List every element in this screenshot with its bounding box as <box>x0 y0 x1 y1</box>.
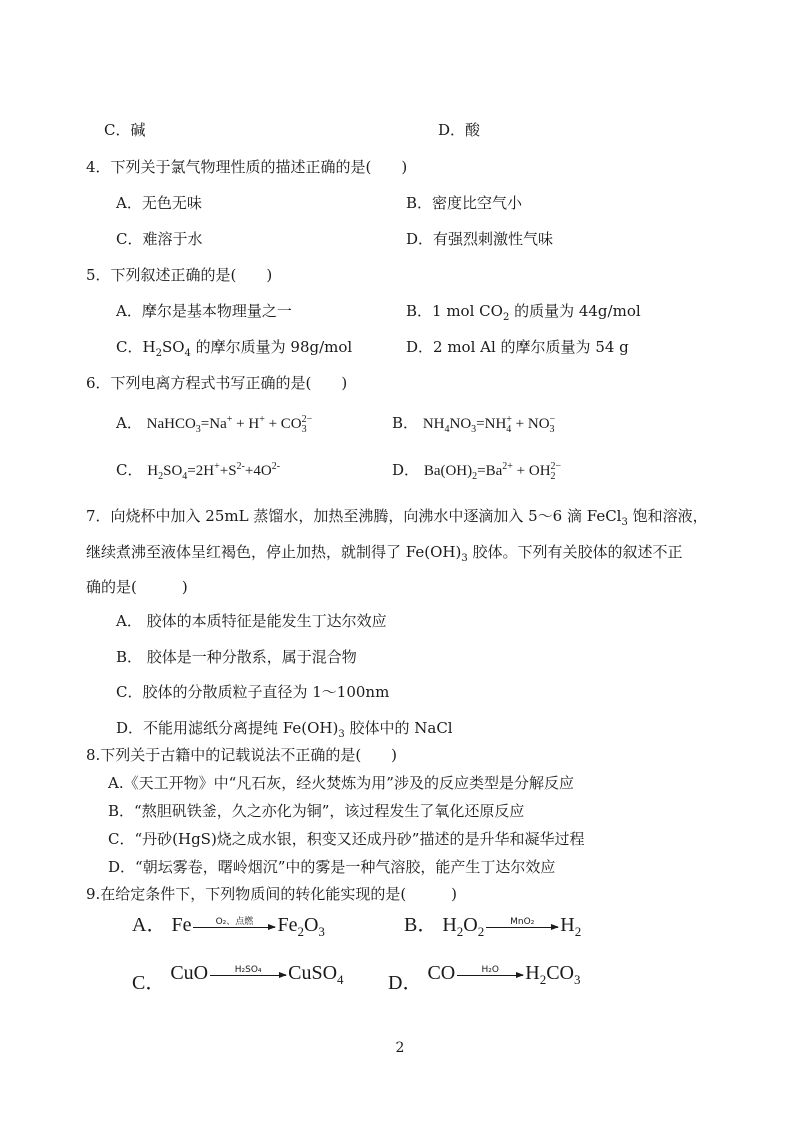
q4-stem: 4．下列关于氯气物理性质的描述正确的是( ) <box>86 158 408 176</box>
reaction-arrow-a: O₂、点燃 <box>193 927 275 928</box>
reaction-arrow-b: MnO₂ <box>486 927 558 928</box>
product-h2: $H_2$ <box>560 914 582 939</box>
q3-option-d: D．酸 <box>438 121 481 139</box>
q9-option-b: B． $H_2O_2$ MnO₂ $H_2$ <box>404 914 582 939</box>
q7-option-c: C．胶体的分散质粒子直径为 1～100nm <box>116 683 390 701</box>
reaction-arrow-d: H₂O <box>457 975 523 976</box>
q5-option-b: B．1 mol $CO_2$ 的质量为 44g/mol <box>406 302 641 323</box>
equation-b: $NH_4NO_3=NH_4^+ + NO_3^-$ <box>422 414 556 435</box>
reactant-co: CO <box>427 962 456 984</box>
q7-stem-line2: 继续煮沸至液体呈红褐色，停止加热，就制得了 $Fe(OH)_3$ 胶体。下列有关胶体的叙述不正 <box>86 543 683 564</box>
page-number: 2 <box>395 1040 405 1056</box>
reactant-fe: Fe <box>171 914 192 936</box>
equation-c: $H_2SO_4=2H^++S^{2-}+4O^{2-}$ <box>147 461 281 482</box>
equation-d: $Ba(OH)_2=Ba^{2+} + OH_2^{2-}$ <box>423 461 562 482</box>
q9-option-d: D． CO H₂O $H_2CO_3$ <box>388 962 581 994</box>
q6-option-a: A． NaHCO$_3$=Na+ + $H^+ + CO_3^{2-}$ <box>116 414 313 435</box>
reactant-cuo: CuO <box>170 962 209 984</box>
q5-option-a: A．摩尔是基本物理量之一 <box>116 302 292 320</box>
q7-stem-line3: 确的是( ) <box>86 578 188 596</box>
q4-option-a: A．无色无味 <box>116 194 202 212</box>
reactant-h2o2: $H_2O_2$ <box>442 914 485 939</box>
q8-stem: 8.下列关于古籍中的记载说法不正确的是( ) <box>86 746 398 764</box>
q4-option-b: B．密度比空气小 <box>406 194 523 212</box>
q8-option-a: A.《天工开物》中“凡石灰，经火焚炼为用”涉及的反应类型是分解反应 <box>108 774 574 792</box>
q8-option-b: B．“熬胆矾铁釜，久之亦化为铜”，该过程发生了氧化还原反应 <box>108 802 525 820</box>
q3-option-c: C．碱 <box>104 121 146 139</box>
q6-option-d: D． $Ba(OH)_2=Ba^{2+} + OH_2^{2-}$ <box>392 461 562 482</box>
q4-option-c: C．难溶于水 <box>116 230 203 248</box>
q8-option-d: D．“朝坛雾卷，曙岭烟沉”中的雾是一种气溶胶，能产生丁达尔效应 <box>108 858 556 876</box>
product-fe2o3: $Fe_2O_3$ <box>277 914 325 939</box>
q9-option-c: C． CuO H₂SO₄ CuSO$_4$ <box>132 962 344 994</box>
q7-option-b: B． 胶体是一种分散系，属于混合物 <box>116 648 357 666</box>
q9-option-a: A． Fe O₂、点燃 $Fe_2O_3$ <box>132 914 325 939</box>
q5-stem: 5．下列叙述正确的是( ) <box>86 266 273 284</box>
q6-stem: 6．下列电离方程式书写正确的是( ) <box>86 374 348 392</box>
q6-option-c: C． $H_2SO_4=2H^++S^{2-}+4O^{2-}$ <box>116 461 281 482</box>
q5-option-d: D．2 mol Al 的摩尔质量为 54 g <box>406 338 629 356</box>
q5-option-c: C．$H_2SO_4$ 的摩尔质量为 98g/mol <box>116 338 353 359</box>
q4-option-d: D．有强烈刺激性气味 <box>406 230 554 248</box>
q7-option-d: D．不能用滤纸分离提纯 $Fe(OH)_3$ 胶体中的 NaCl <box>116 719 453 740</box>
reaction-arrow-c: H₂SO₄ <box>210 975 286 976</box>
q7-option-a: A． 胶体的本质特征是能发生丁达尔效应 <box>116 612 387 630</box>
equation-a: NaHCO$_3$=Na+ + $H^+ + CO_3^{2-}$ <box>146 414 313 435</box>
q7-stem-line1: 7．向烧杯中加入 25mL 蒸馏水，加热至沸腾，向沸水中逐滴加入 5～6 滴 FeCl$_3$ 饱和溶液， <box>86 507 708 528</box>
q8-option-c: C．“丹砂(HgS)烧之成水银，积变又还成丹砂”描述的是升华和凝华过程 <box>108 830 585 848</box>
product-h2co3: $H_2CO_3$ <box>525 962 581 987</box>
q9-stem: 9.在给定条件下，下列物质间的转化能实现的是( ) <box>86 885 458 903</box>
product-cuso4: CuSO$_4$ <box>288 962 344 987</box>
q6-option-b: B． $NH_4NO_3=NH_4^+ + NO_3^-$ <box>392 414 556 435</box>
